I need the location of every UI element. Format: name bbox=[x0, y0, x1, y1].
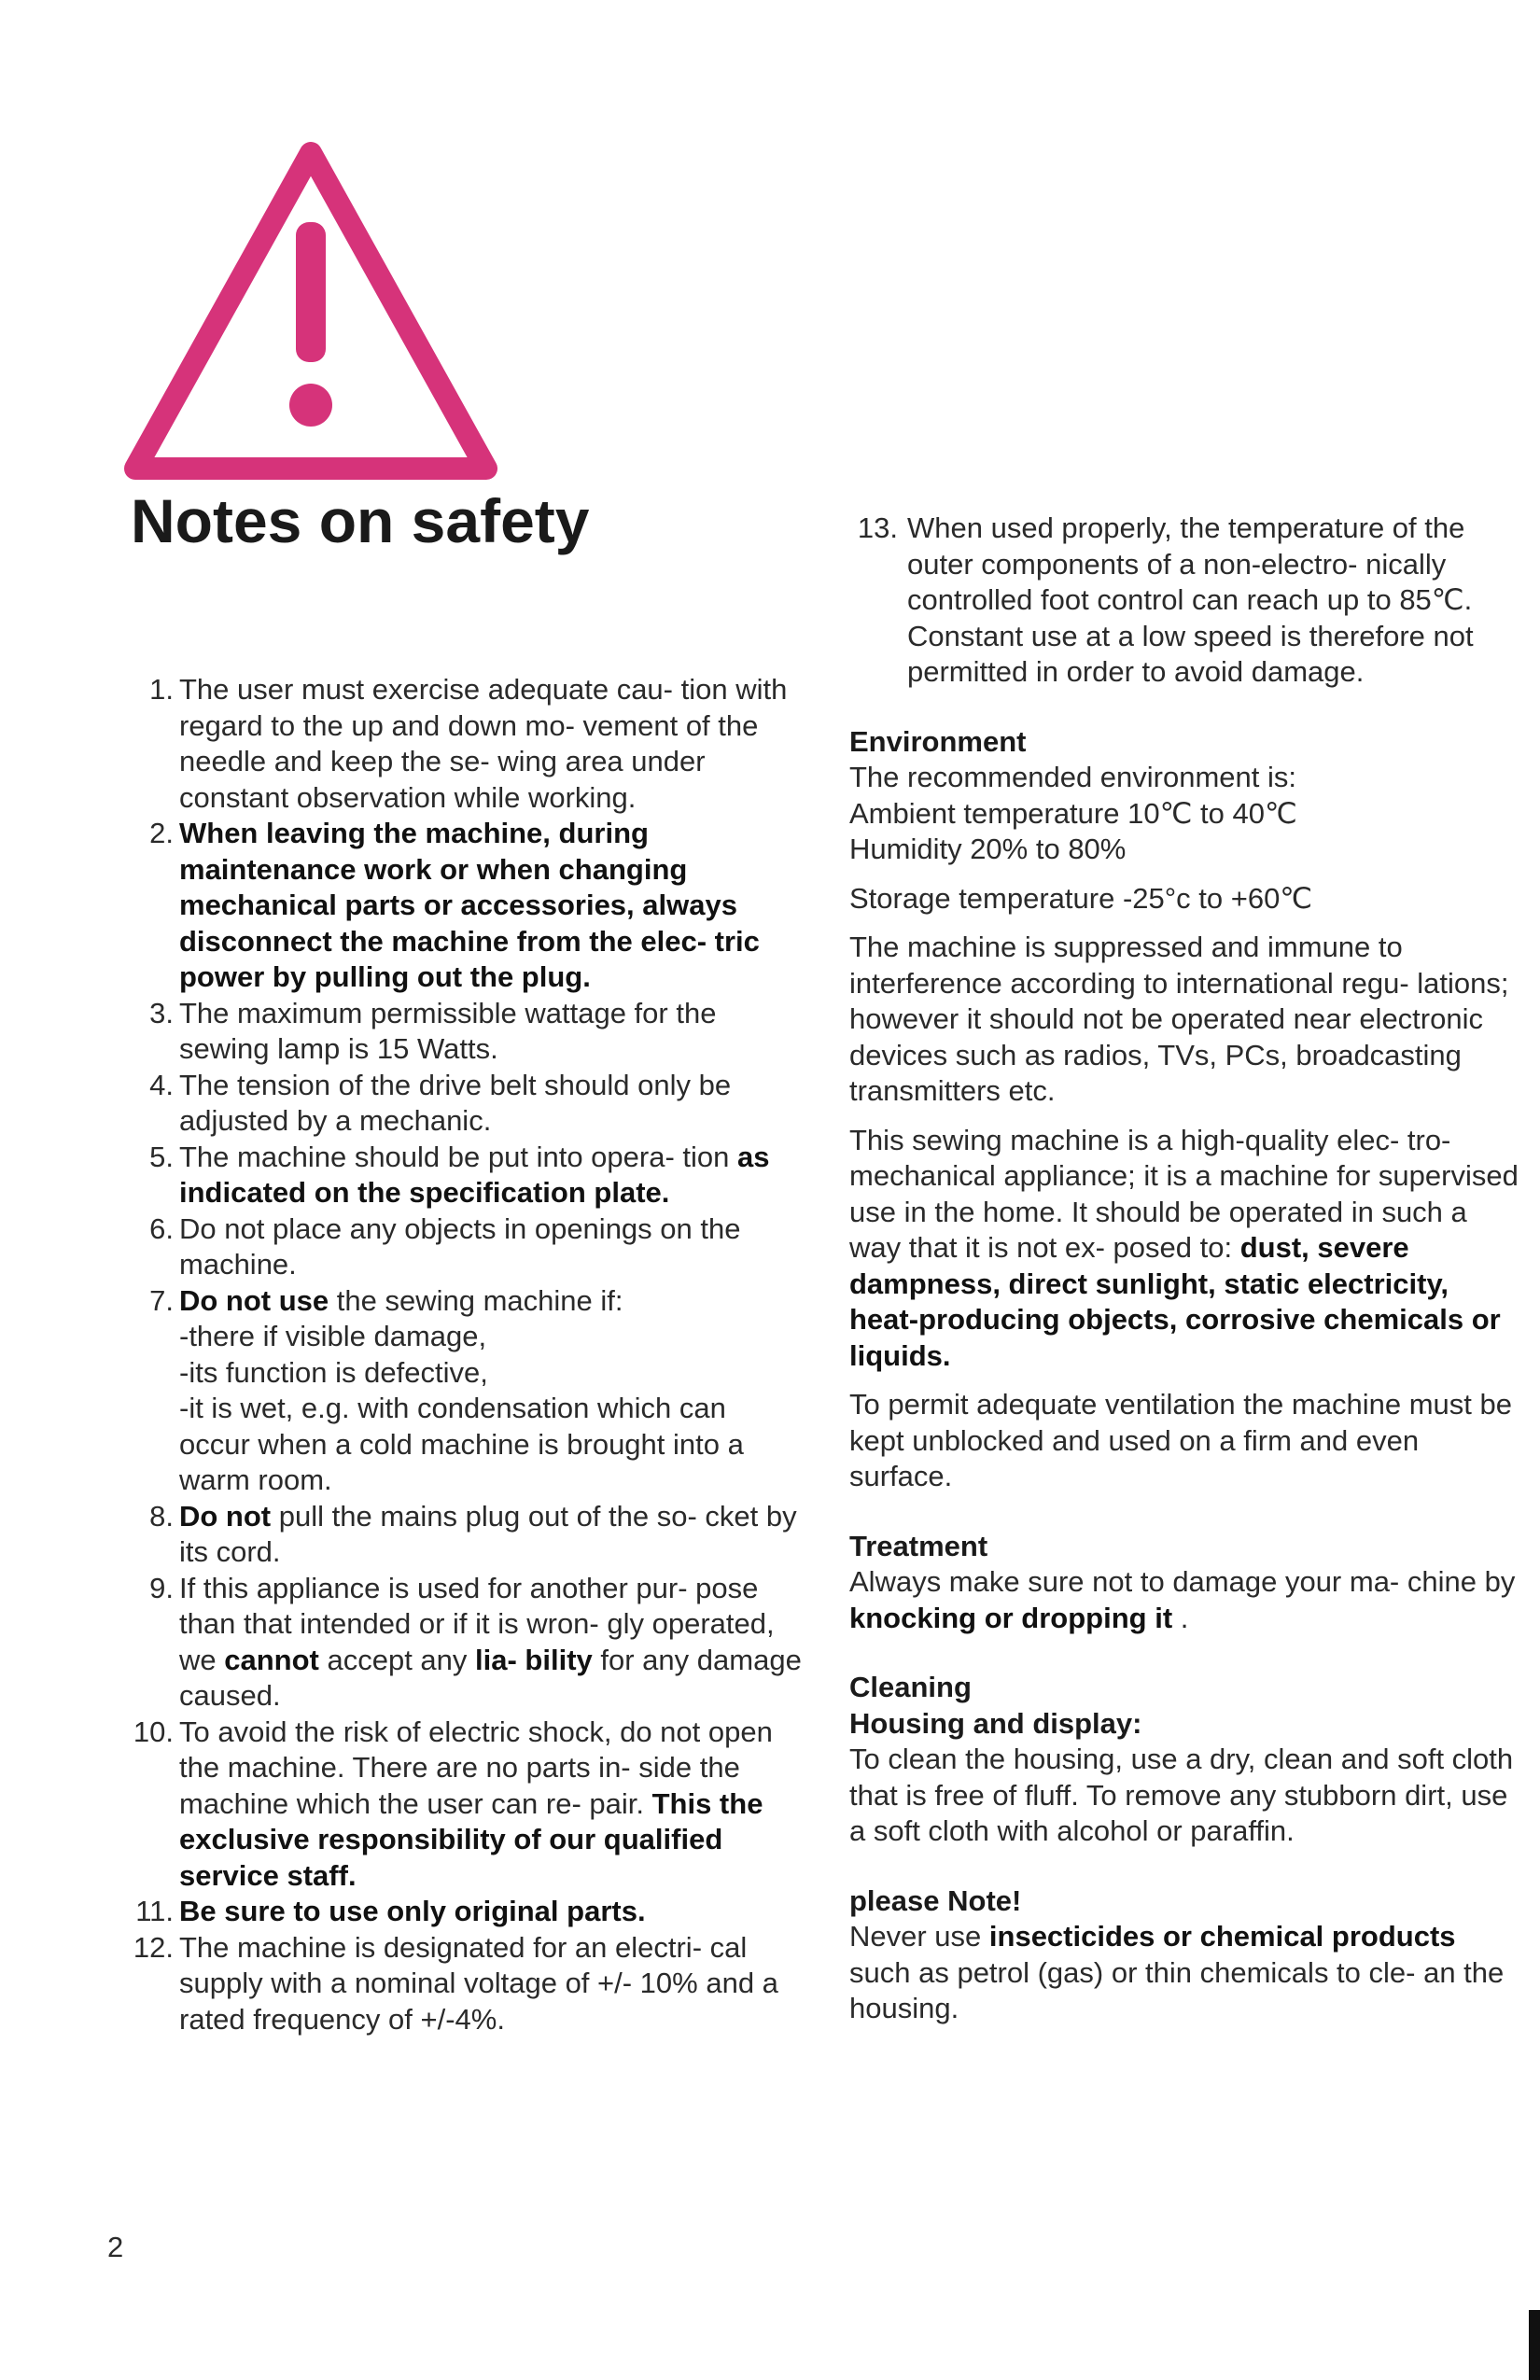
note-section bbox=[849, 1883, 1521, 2027]
item-text bbox=[179, 997, 716, 1066]
item-number: 3. bbox=[149, 996, 174, 1029]
item-text bbox=[179, 1572, 802, 1713]
text: Do not place any objects in openings on the machine. bbox=[179, 1211, 741, 1281]
text: accept any bbox=[318, 1643, 476, 1676]
list-item bbox=[849, 511, 1521, 691]
list-item bbox=[131, 816, 803, 996]
treatment-text bbox=[849, 1564, 1521, 1636]
text: such as petrol (gas) or thin chemicals to cle- an the housing. bbox=[849, 1955, 1505, 2024]
bold-text: When leaving the machine, during maintenance work or when changing mechanical parts or accessories, always disconnect the machine from the elec- tric power by pulling out the plug. bbox=[179, 817, 760, 993]
item-text bbox=[179, 1284, 803, 1499]
right-column bbox=[849, 511, 1521, 2027]
text: To avoid the risk of electric shock, do not open the machine. There are no parts in- side the machine which the user can re- pair. bbox=[179, 1715, 773, 1820]
safety-list bbox=[131, 672, 803, 2037]
list-item bbox=[131, 1499, 803, 1571]
text: -there if visible damage, bbox=[179, 1320, 487, 1352]
item-number: 6. bbox=[149, 1211, 174, 1245]
text: pull the mains plug out of the so- cket by its cord. bbox=[179, 1499, 797, 1568]
safety-list-continued bbox=[849, 511, 1521, 691]
warning-triangle-icon bbox=[124, 140, 497, 483]
text: If this appliance is used for another pur- pose than that intended or if it is wron- gly operated, we bbox=[179, 1571, 775, 1676]
item-number: 12. bbox=[133, 1930, 174, 1964]
quality-paragraph bbox=[849, 1123, 1521, 1375]
treatment-heading: Treatment bbox=[849, 1529, 988, 1562]
page-title: Notes on safety bbox=[131, 486, 590, 555]
page-number: 2 bbox=[107, 2231, 124, 2263]
bold-text: lia- bility bbox=[475, 1643, 593, 1676]
item-text bbox=[179, 817, 760, 993]
item-number: 9. bbox=[149, 1571, 174, 1604]
text: The user must exercise adequate cau- tion with regard to the up and down mo- vement of the needle and keep the se- wing area under constant observation while working. bbox=[179, 673, 788, 814]
item-number: 11. bbox=[135, 1895, 174, 1927]
text: Always make sure not to damage your ma- chine by bbox=[849, 1565, 1516, 1598]
treatment-section bbox=[849, 1529, 1521, 1637]
list-item bbox=[131, 672, 803, 816]
bold-text: as indicated on the specification plate. bbox=[179, 1140, 770, 1209]
cleaning-text: To clean the housing, use a dry, clean and soft cloth that is free of fluff. To remove any stubborn dirt, use a soft cloth with alcohol or paraffin. bbox=[849, 1743, 1514, 1847]
item-number: 2. bbox=[149, 817, 174, 849]
list-item bbox=[131, 1715, 803, 1895]
text: -it is wet, e.g. with condensation which can occur when a cold machine is brought into a warm room. bbox=[179, 1392, 744, 1496]
item-text bbox=[179, 1069, 731, 1138]
item-number: 4. bbox=[149, 1068, 174, 1101]
bold-text: Do not bbox=[179, 1499, 272, 1533]
text: The machine should be put into opera- tion bbox=[179, 1140, 737, 1173]
text: for any damage caused. bbox=[179, 1643, 802, 1712]
page-edge-mark bbox=[1529, 2310, 1540, 2380]
item-text bbox=[179, 1212, 740, 1281]
cleaning-section bbox=[849, 1670, 1521, 1850]
text: The maximum permissible wattage for the sewing lamp is 15 Watts. bbox=[179, 996, 717, 1065]
item-text bbox=[907, 511, 1474, 688]
text: . bbox=[1172, 1601, 1189, 1634]
item-text bbox=[179, 1895, 646, 1927]
item-number: 7. bbox=[149, 1283, 174, 1317]
item-number: 13. bbox=[857, 511, 898, 544]
environment-section bbox=[849, 724, 1521, 1495]
item-number: 10. bbox=[133, 1715, 174, 1748]
bold-text: insecticides or chemical products bbox=[988, 1920, 1456, 1953]
list-item bbox=[131, 1211, 803, 1283]
left-column bbox=[131, 672, 803, 2037]
housing-display-subheading: Housing and display: bbox=[849, 1706, 1142, 1740]
item-text bbox=[179, 673, 787, 814]
text: Never use bbox=[849, 1920, 989, 1953]
item-text bbox=[179, 1141, 769, 1210]
note-heading: please Note! bbox=[849, 1883, 1022, 1917]
list-item bbox=[131, 1140, 803, 1211]
list-item bbox=[131, 1571, 803, 1715]
interference-paragraph: The machine is suppressed and immune to interference according to international regu- lations; however it should not be operated near electronic devices such as radios, TVs, PCs, broadcasting transmitters etc. bbox=[849, 931, 1509, 1107]
item-text bbox=[179, 1500, 797, 1569]
text: This sewing machine is a high-quality elec- tro-mechanical appliance; it is a machine for supervised use in the home. It should be operated in such a way that it is not ex- posed to: bbox=[849, 1123, 1519, 1264]
text: the sewing machine if: bbox=[329, 1283, 623, 1317]
bold-text: knocking or dropping it bbox=[849, 1601, 1173, 1634]
environment-line: Humidity 20% to 80% bbox=[849, 833, 1127, 865]
list-item bbox=[131, 996, 803, 1068]
bold-text: cannot bbox=[224, 1643, 319, 1676]
note-text bbox=[849, 1919, 1521, 2027]
list-item bbox=[131, 1283, 803, 1499]
storage-temperature: Storage temperature -25°c to +60℃ bbox=[849, 881, 1313, 915]
ventilation-paragraph: To permit adequate ventilation the machine must be kept unblocked and used on a firm and even surface. bbox=[849, 1388, 1512, 1492]
environment-heading: Environment bbox=[849, 724, 1027, 758]
item-text bbox=[179, 1715, 773, 1892]
text: The machine is designated for an electri- cal supply with a nominal voltage of +/- 10% and a rated frequency of +/-4%. bbox=[179, 1930, 778, 2036]
item-number: 1. bbox=[149, 673, 174, 706]
text: -its function is defective, bbox=[179, 1355, 488, 1389]
list-item bbox=[131, 1068, 803, 1140]
item-number: 5. bbox=[149, 1140, 174, 1173]
environment-line: Ambient temperature 10℃ to 40℃ bbox=[849, 796, 1297, 830]
item-number: 8. bbox=[149, 1499, 174, 1533]
bold-text: dust, severe dampness, direct sunlight, static electricity, heat-producing objects, corrosive chemicals or liquids. bbox=[849, 1231, 1501, 1372]
bold-text: Be sure to use only original parts. bbox=[179, 1895, 646, 1927]
text: The tension of the drive belt should only be adjusted by a mechanic. bbox=[179, 1068, 732, 1137]
item-text bbox=[179, 1931, 778, 2036]
list-item bbox=[131, 1930, 803, 2038]
list-item bbox=[131, 1894, 803, 1930]
cleaning-heading: Cleaning bbox=[849, 1671, 972, 1703]
bold-text: This the exclusive responsibility of our qualified service staff. bbox=[179, 1786, 763, 1892]
bold-text: Do not use bbox=[179, 1283, 329, 1317]
environment-line: The recommended environment is: bbox=[849, 761, 1297, 793]
text: When used properly, the temperature of the outer components of a non-electro- nically controlled foot control can reach up to 85℃. Constant use at a low speed is therefore not permitted in order to avoid damage. bbox=[907, 511, 1474, 688]
